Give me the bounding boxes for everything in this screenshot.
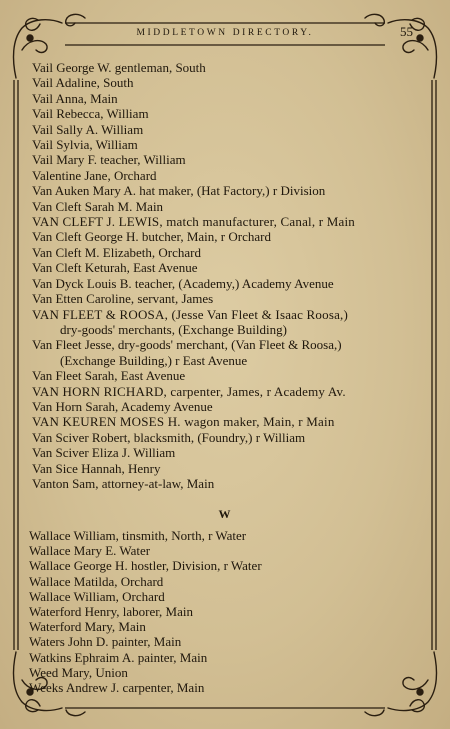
list-item: Van Auken Mary A. hat maker, (Hat Factory,) r Division [32,183,326,199]
list-item: Van Horn Sarah, Academy Avenue [32,398,213,414]
list-item-continuation: dry-goods' merchants, (Exchange Building) [60,321,287,337]
list-item: Vanton Sam, attorney-at-law, Main [32,475,215,491]
list-item: Van Etten Caroline, servant, James [32,291,214,307]
list-item: Watkins Ephraim A. painter, Main [29,649,208,665]
list-item: Wallace William, tinsmith, North, r Water [29,528,247,543]
list-item-continuation: (Exchange Building,) r East Avenue [60,352,248,368]
page-number: 55 [400,24,413,39]
list-item: Van Sciver Robert, blacksmith, (Foundry,) r William [32,429,306,445]
list-item: Vail Rebecca, William [32,106,149,122]
list-item: VAN KEUREN MOSES H. wagon maker, Main, r Main [32,414,335,430]
list-item: Wallace George H. hostler, Division, r Water [29,558,262,574]
list-item: Waters John D. painter, Main [29,634,182,650]
list-item: Vail George W. gentleman, South [32,60,206,75]
list-item: Waterford Mary, Main [29,619,146,635]
list-item: Wallace William, Orchard [29,588,165,604]
section-heading-w: W [218,507,232,521]
directory-entries-w [29,528,424,695]
list-item: Vail Mary F. teacher, William [32,152,186,168]
list-item: Van Cleft Keturah, East Avenue [32,260,198,276]
list-item: Van Cleft M. Elizabeth, Orchard [32,244,201,260]
list-item: Waterford Henry, laborer, Main [29,604,193,620]
list-item: VAN FLEET & ROOSA, (Jesse Van Fleet & Isaac Roosa,) [32,306,349,322]
page-header [0,26,450,42]
list-item: Vail Adaline, South [32,75,134,91]
list-item: Van Fleet Sarah, East Avenue [32,368,186,384]
list-item: Van Sice Hannah, Henry [32,460,161,476]
list-item: Weed Mary, Union [29,664,128,680]
list-item: Vail Sally A. William [32,121,144,137]
list-item: Van Cleft Sarah M. Main [32,198,164,214]
running-head: MIDDLETOWN DIRECTORY. [136,28,314,38]
directory-entries-v [32,60,427,491]
list-item: Van Dyck Louis B. teacher, (Academy,) Academy Avenue [32,275,334,291]
list-item: Van Fleet Jesse, dry-goods' merchant, (Van Fleet & Roosa,) [32,337,342,353]
list-item: Van Sciver Eliza J. William [32,445,176,461]
list-item: Weeks Andrew J. carpenter, Main [29,680,205,696]
list-item: VAN HORN RICHARD, carpenter, James, r Academy Av. [32,383,346,399]
list-item: Vail Anna, Main [32,90,118,106]
list-item: Vail Sylvia, William [32,137,138,153]
list-item: Valentine Jane, Orchard [32,167,157,183]
list-item: Wallace Matilda, Orchard [29,573,164,589]
list-item: Wallace Mary E. Water [29,543,151,559]
list-item: Van Cleft George H. butcher, Main, r Orchard [32,229,271,245]
list-item: VAN CLEFT J. LEWIS, match manufacturer, Canal, r Main [32,214,355,230]
